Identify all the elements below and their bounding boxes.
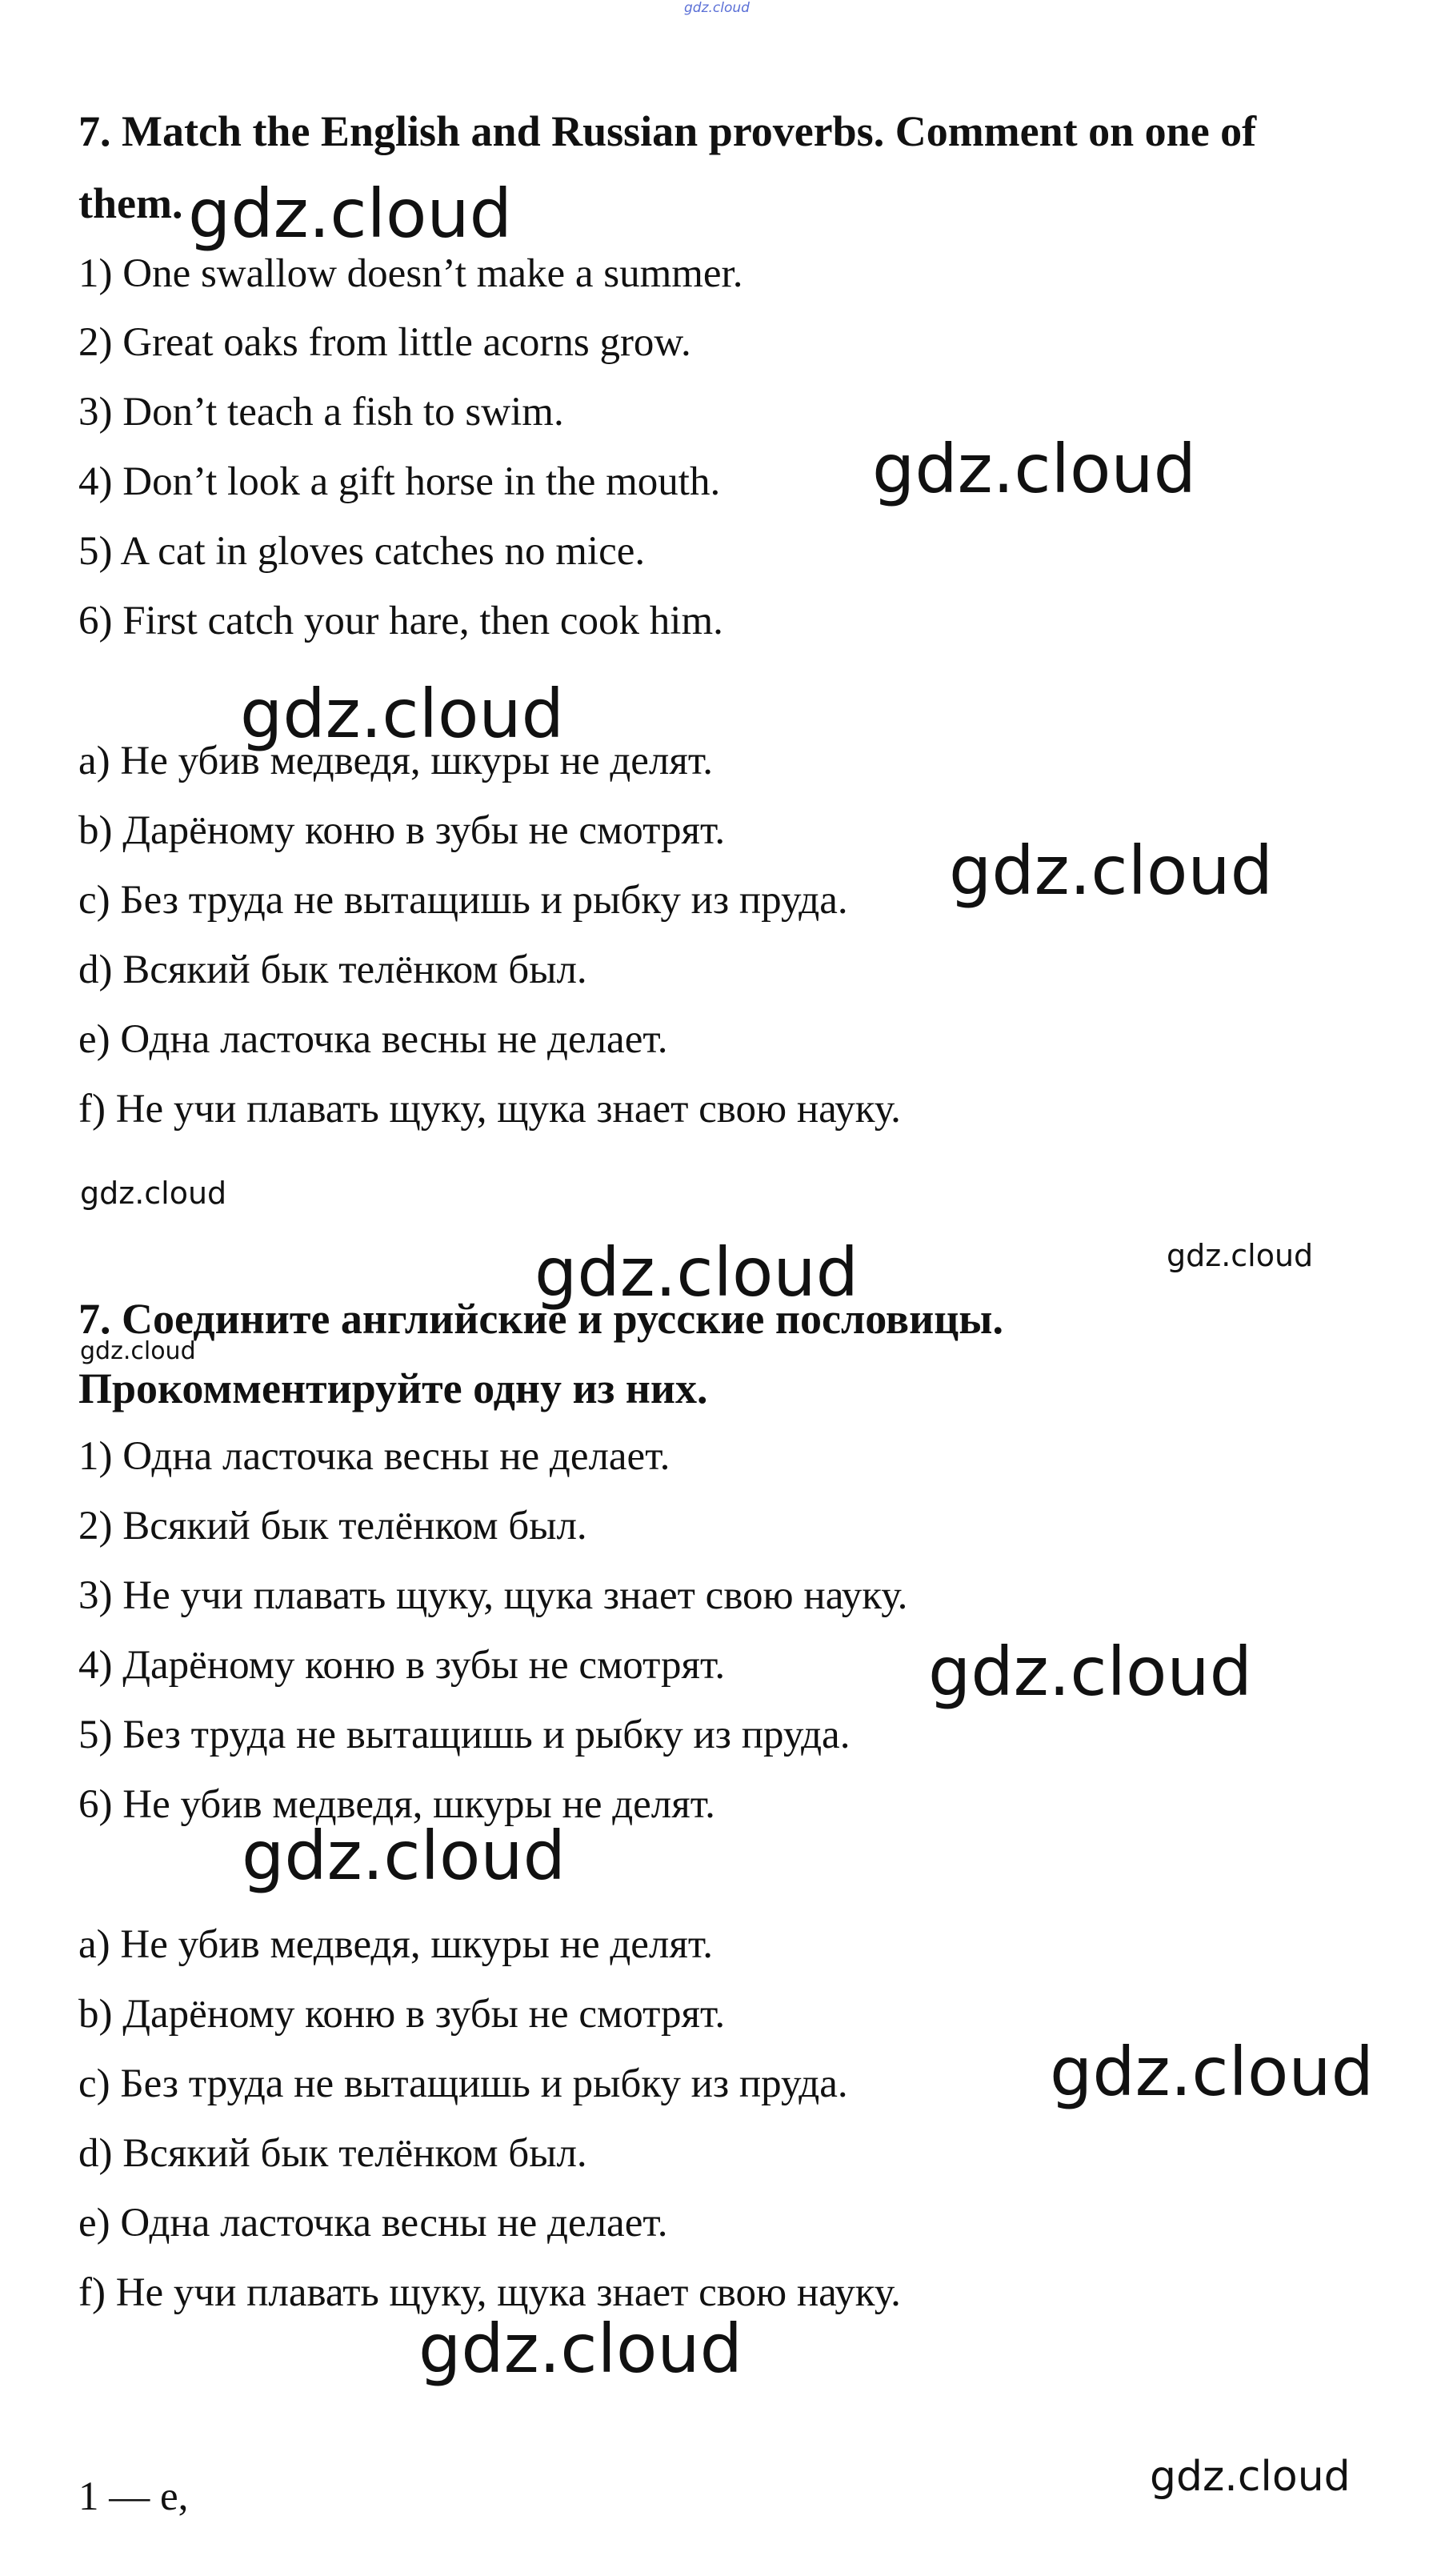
watermark: gdz.cloud [928, 1633, 1252, 1711]
ru-heading-line-1: 7. Соедините английские и русские пословицы. [78, 1295, 1003, 1343]
watermark: gdz.cloud [1050, 2033, 1374, 2111]
answer-text: 1 — e, [78, 2474, 189, 2519]
ru-proverb-4: 4) Дарёному коню в зубы не смотрят. [78, 1643, 726, 1688]
en-proverb-3: 3) Don’t teach a fish to swim. [78, 390, 564, 435]
watermark: gdz.cloud [534, 1233, 859, 1312]
watermark: gdz.cloud [80, 1176, 227, 1211]
watermark: gdz.cloud [872, 430, 1196, 508]
ru-option-c: c) Без труда не вытащишь и рыбку из пруда. [78, 2061, 848, 2106]
ru-proverb-6: 6) Не убив медведя, шкуры не делят. [78, 1782, 715, 1827]
en-option-d: d) Всякий бык телёнком был. [78, 947, 587, 992]
en-option-a: a) Не убив медведя, шкуры не делят. [78, 739, 714, 783]
en-heading-line-1: 7. Match the English and Russian proverbs. Comment on one of [78, 107, 1257, 155]
ru-heading-line-2: Прокомментируйте одну из них. [78, 1364, 708, 1412]
ru-proverb-1: 1) Одна ласточка весны не делает. [78, 1434, 670, 1479]
en-proverb-5: 5) A cat in gloves catches no mice. [78, 529, 646, 574]
ru-option-b: b) Дарёному коню в зубы не смотрят. [78, 1992, 726, 2037]
ru-proverb-3: 3) Не учи плавать щуку, щука знает свою науку. [78, 1573, 908, 1618]
en-option-b: b) Дарёному коню в зубы не смотрят. [78, 808, 726, 853]
en-option-c: c) Без труда не вытащишь и рыбку из пруда. [78, 878, 848, 923]
en-proverb-1: 1) One swallow doesn’t make a summer. [78, 251, 743, 296]
watermark: gdz.cloud [242, 1817, 566, 1895]
ru-proverb-2: 2) Всякий бык телёнком был. [78, 1504, 587, 1548]
en-option-e: e) Одна ласточка весны не делает. [78, 1017, 668, 1062]
en-proverb-2: 2) Great oaks from little acorns grow. [78, 320, 691, 365]
watermark: gdz.cloud [240, 675, 564, 753]
ru-option-f: f) Не учи плавать щуку, щука знает свою науку. [78, 2270, 901, 2315]
watermark: gdz.cloud [1150, 2453, 1351, 2501]
en-proverb-6: 6) First catch your hare, then cook him. [78, 599, 723, 643]
en-proverb-4: 4) Don’t look a gift horse in the mouth. [78, 459, 721, 504]
en-heading-line-2: them. [78, 179, 183, 227]
watermark: gdz.cloud [80, 1337, 196, 1365]
ru-option-d: d) Всякий бык телёнком был. [78, 2131, 587, 2176]
watermark: gdz.cloud [418, 2310, 743, 2388]
en-option-f: f) Не учи плавать щуку, щука знает свою науку. [78, 1087, 901, 1132]
watermark: gdz.cloud [1167, 1238, 1314, 1273]
watermark: gdz.cloud [188, 174, 512, 253]
ru-option-e: e) Одна ласточка весны не делает. [78, 2201, 668, 2245]
watermark: gdz.cloud [949, 831, 1273, 910]
ru-option-a: a) Не убив медведя, шкуры не делят. [78, 1922, 714, 1967]
top-watermark: gdz.cloud [684, 0, 750, 16]
ru-proverb-5: 5) Без труда не вытащишь и рыбку из пруда. [78, 1713, 851, 1757]
